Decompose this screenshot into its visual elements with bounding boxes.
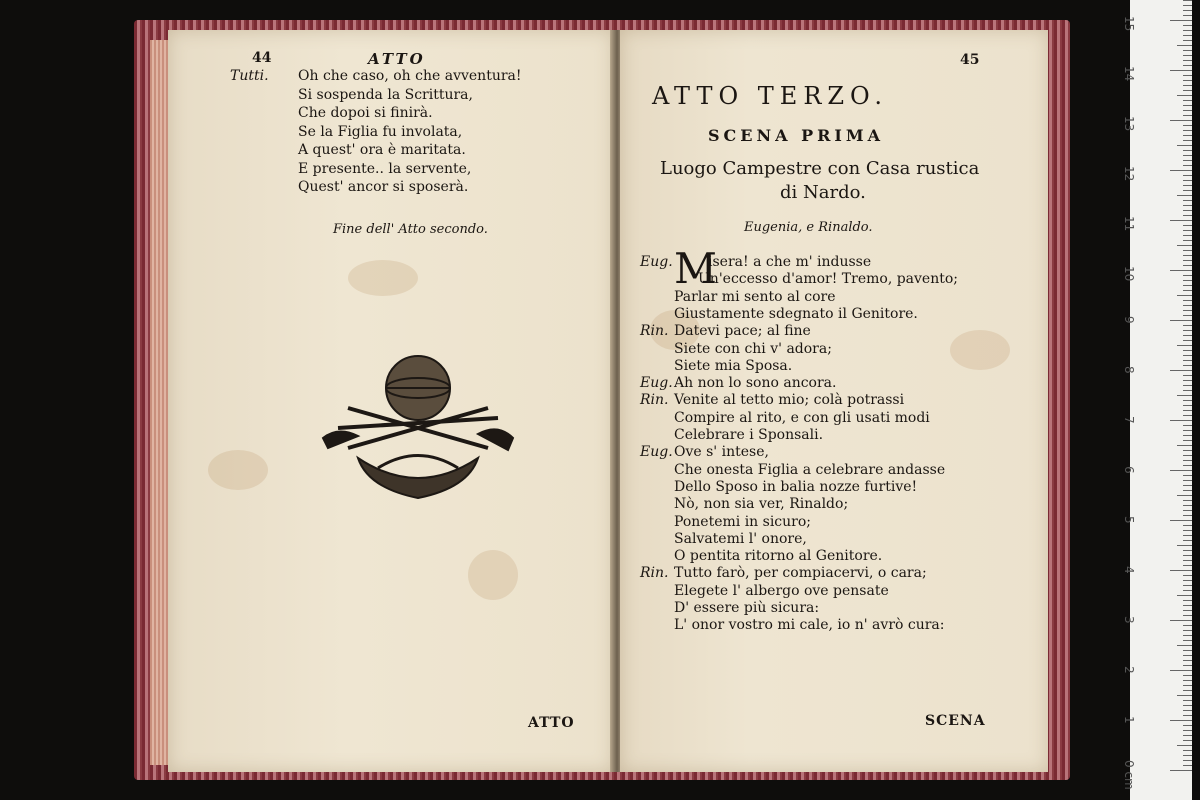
catchword: SCENA (925, 713, 986, 729)
ruler-tick (1183, 355, 1192, 356)
ruler-tick (1183, 325, 1192, 326)
ruler-tick (1183, 560, 1192, 561)
ruler-tick (1183, 730, 1192, 731)
dialogue-line: Elegete l' albergo ove pensate (674, 582, 889, 599)
ruler-tick (1183, 715, 1192, 716)
dialogue-line: Ah non lo sono ancora. (674, 375, 837, 392)
ruler-tick (1183, 735, 1192, 736)
ruler-tick (1183, 760, 1192, 761)
verse-line: Che dopoi si finirà. (298, 105, 433, 121)
ruler-tick (1183, 315, 1192, 316)
ruler-tick (1183, 410, 1192, 411)
ruler-tick (1183, 115, 1192, 116)
ruler-tick (1177, 545, 1192, 546)
ruler-tick (1183, 710, 1192, 711)
ruler-tick (1183, 460, 1192, 461)
ruler-tick (1183, 305, 1192, 306)
dialogue-line: L' onor vostro mi cale, io n' avrò cura: (674, 617, 945, 634)
ruler-label: 0 cm (1122, 760, 1136, 790)
ruler-tick (1183, 440, 1192, 441)
ruler-tick (1170, 220, 1192, 221)
dialogue-line: Ove s' intese, (674, 444, 769, 461)
ruler-tick (1183, 205, 1192, 206)
dialogue-line: Venite al tetto mio; colà potrassi (674, 392, 905, 409)
ruler-tick (1183, 335, 1192, 336)
dialogue-speaker: Rin. (640, 565, 669, 582)
ruler-tick (1183, 725, 1192, 726)
ruler-tick (1183, 435, 1192, 436)
ruler-tick (1183, 165, 1192, 166)
ruler-tick (1183, 660, 1192, 661)
ruler-tick (1183, 110, 1192, 111)
ruler-tick (1183, 185, 1192, 186)
ruler-number: 1 (1122, 716, 1136, 724)
ruler-tick (1183, 535, 1192, 536)
dialogue-line: Tutto farò, per compiacervi, o cara; (674, 565, 927, 582)
ruler-tick (1183, 100, 1192, 101)
ruler-tick (1183, 235, 1192, 236)
ruler-number: 9 (1122, 316, 1136, 324)
ruler-number: 11 (1122, 216, 1136, 232)
dialogue-speaker: Eug. (640, 375, 673, 392)
ruler-tick (1183, 650, 1192, 651)
place-line-1: Luogo Campestre con Casa rustica (660, 158, 980, 179)
ruler-number: 10 (1122, 266, 1136, 282)
ruler-tick (1183, 155, 1192, 156)
dialogue-speaker: Eug. (640, 444, 673, 461)
ruler-tick (1170, 720, 1192, 721)
ruler-number: 5 (1122, 516, 1136, 524)
ruler-tick (1183, 105, 1192, 106)
page-number: 44 (252, 50, 272, 66)
right-page (620, 30, 1048, 772)
dialogue-line: Dello Sposo in balia nozze furtive! (674, 478, 918, 495)
ruler-tick (1183, 480, 1192, 481)
act-title: ATTO TERZO. (652, 82, 888, 110)
ruler-tick (1183, 615, 1192, 616)
ruler-tick (1183, 135, 1192, 136)
ruler-tick (1183, 600, 1192, 601)
dialogue-speaker: Rin. (640, 392, 669, 409)
ruler-tick (1183, 90, 1192, 91)
ruler-tick (1183, 405, 1192, 406)
ruler-tick (1170, 470, 1192, 471)
ruler-number: 14 (1122, 66, 1136, 82)
ruler-tick (1183, 260, 1192, 261)
ruler-tick (1183, 350, 1192, 351)
dialogue-line: Parlar mi sento al core (674, 288, 836, 305)
ruler-number: 8 (1122, 366, 1136, 374)
speaker-label: Tutti. (230, 68, 269, 84)
dialogue-line: Salvatemi l' onore, (674, 530, 807, 547)
act-end-note: Fine dell' Atto secondo. (333, 222, 488, 237)
ruler-number: 6 (1122, 466, 1136, 474)
ruler-tick (1183, 150, 1192, 151)
ruler-number: 15 (1122, 16, 1136, 32)
scene-title: SCENA PRIMA (708, 126, 885, 145)
ruler-tick (1170, 670, 1192, 671)
dialogue-line: Giustamente sdegnato il Genitore. (674, 305, 918, 322)
catchword: ATTO (528, 715, 575, 731)
ruler-tick (1183, 605, 1192, 606)
ruler-number: 13 (1122, 116, 1136, 132)
drop-capital: M (674, 244, 718, 293)
verse-line: Quest' ancor si sposerà. (298, 179, 469, 195)
ruler-tick (1183, 565, 1192, 566)
ruler-number: 4 (1122, 566, 1136, 574)
ruler-tick (1183, 640, 1192, 641)
verse-line: Si sospenda la Scrittura, (298, 86, 473, 103)
ruler-tick (1183, 705, 1192, 706)
ruler-tick (1177, 295, 1192, 296)
ruler-tick (1183, 455, 1192, 456)
ruler-tick (1183, 390, 1192, 391)
ruler-tick (1183, 475, 1192, 476)
ruler-tick (1183, 190, 1192, 191)
ruler-tick (1183, 680, 1192, 681)
ruler-tick (1170, 570, 1192, 571)
paper-stain (950, 330, 1010, 370)
ruler-tick (1183, 685, 1192, 686)
ruler-tick (1183, 35, 1192, 36)
ruler-tick (1177, 495, 1192, 496)
place-line-2: di Nardo. (780, 182, 866, 203)
ruler-tick (1183, 450, 1192, 451)
ruler-number: 12 (1122, 166, 1136, 182)
ruler-tick (1183, 525, 1192, 526)
ruler-tick (1177, 395, 1192, 396)
verse-line: E presente.. la servente, (298, 160, 472, 177)
ruler-tick (1183, 690, 1192, 691)
dialogue-line: Che onesta Figlia a celebrare andasse (674, 461, 946, 478)
verse-line: Oh che caso, oh che avventura! (298, 68, 522, 84)
ruler-tick (1183, 130, 1192, 131)
ruler-tick (1183, 200, 1192, 201)
ruler-tick (1177, 645, 1192, 646)
dialogue-line: isera! a che m' indusse (708, 254, 872, 270)
ruler-tick (1183, 250, 1192, 251)
ruler-number: 2 (1122, 666, 1136, 674)
ruler-tick (1183, 340, 1192, 341)
ruler-tick (1170, 170, 1192, 171)
ruler-tick (1183, 255, 1192, 256)
ruler-tick (1183, 125, 1192, 126)
ruler-tick (1183, 265, 1192, 266)
ruler-tick (1183, 160, 1192, 161)
ruler-number: 7 (1122, 416, 1136, 424)
ruler-tick (1183, 505, 1192, 506)
dialogue-line: Compire al rito, e con gli usati modi (674, 409, 930, 426)
ruler-tick (1170, 370, 1192, 371)
dialogue-line: Celebrare i Sponsali. (674, 427, 824, 443)
ruler-tick (1170, 20, 1192, 21)
ruler-tick (1183, 80, 1192, 81)
ruler-tick (1177, 95, 1192, 96)
ruler-tick (1170, 520, 1192, 521)
ruler-tick (1183, 740, 1192, 741)
ruler-tick (1183, 25, 1192, 26)
ruler-tick (1170, 420, 1192, 421)
ruler-tick (1183, 30, 1192, 31)
ruler-tick (1183, 40, 1192, 41)
ruler-tick (1183, 60, 1192, 61)
ruler-tick (1183, 490, 1192, 491)
ruler-tick (1183, 425, 1192, 426)
ruler-tick (1183, 630, 1192, 631)
ruler-tick (1183, 700, 1192, 701)
dialogue-line: Un'eccesso d'amor! Tremo, pavento; (698, 271, 959, 288)
ruler-tick (1183, 415, 1192, 416)
ruler-tick (1183, 310, 1192, 311)
ruler-tick (1183, 400, 1192, 401)
ruler-tick (1183, 750, 1192, 751)
ruler-tick (1177, 695, 1192, 696)
ruler-tick (1183, 530, 1192, 531)
dialogue-speaker: Eug. (640, 254, 673, 270)
ruler-tick (1177, 45, 1192, 46)
ruler-tick (1183, 555, 1192, 556)
ruler-tick (1177, 195, 1192, 196)
ruler-tick (1183, 215, 1192, 216)
ruler-tick (1183, 675, 1192, 676)
ruler-tick (1170, 270, 1192, 271)
ruler-tick (1183, 290, 1192, 291)
ruler-tick (1177, 245, 1192, 246)
ruler-tick (1177, 745, 1192, 746)
ruler-tick (1170, 320, 1192, 321)
ruler-tick (1183, 515, 1192, 516)
paper-stain (348, 260, 418, 296)
ruler-tick (1177, 345, 1192, 346)
dialogue-line: Nò, non sia ver, Rinaldo; (674, 496, 849, 513)
dialogue-line: Siete mia Sposa. (674, 357, 793, 374)
ruler-tick (1183, 585, 1192, 586)
ruler-tick (1170, 120, 1192, 121)
ruler-tick (1183, 430, 1192, 431)
ruler-tick (1183, 580, 1192, 581)
ruler-tick (1183, 140, 1192, 141)
ruler-tick (1177, 145, 1192, 146)
ruler-tick (1183, 65, 1192, 66)
dialogue-line: Datevi pace; al fine (674, 323, 811, 340)
verse-line: Se la Figlia fu involata, (298, 123, 463, 140)
ruler-tick (1183, 550, 1192, 551)
dialogue-line: O pentita ritorno al Genitore. (674, 548, 883, 565)
ruler-tick (1183, 85, 1192, 86)
ruler-tick (1183, 665, 1192, 666)
ruler-tick (1183, 575, 1192, 576)
dialogue-line: Ponetemi in sicuro; (674, 513, 811, 530)
page-number: 45 (960, 52, 980, 68)
ruler-tick (1183, 280, 1192, 281)
ruler-tick (1183, 500, 1192, 501)
ruler-tick (1183, 240, 1192, 241)
ruler-tick (1183, 175, 1192, 176)
dialogue-line: D' essere più sicura: (674, 600, 820, 616)
ruler-tick (1183, 655, 1192, 656)
ruler-tick (1177, 445, 1192, 446)
dialogue-speaker: Rin. (640, 323, 669, 340)
ruler-tick (1183, 365, 1192, 366)
ruler-tick (1170, 620, 1192, 621)
running-head: ATTO (368, 50, 426, 68)
ruler-tick (1183, 15, 1192, 16)
ruler-tick (1183, 465, 1192, 466)
ruler-tick (1183, 55, 1192, 56)
paper-stain (468, 550, 518, 600)
ruler-tick (1183, 230, 1192, 231)
left-page (168, 30, 613, 772)
ruler-tick (1183, 385, 1192, 386)
ruler-tick (1183, 50, 1192, 51)
ruler-tick (1183, 0, 1192, 1)
ruler-tick (1183, 755, 1192, 756)
ruler-tick (1183, 275, 1192, 276)
verse-line: A quest' ora è maritata. (298, 142, 466, 158)
ruler-tick (1183, 540, 1192, 541)
woodcut-ornament-image (318, 348, 518, 508)
ruler-tick (1183, 360, 1192, 361)
ruler-tick (1183, 210, 1192, 211)
ruler-number: 3 (1122, 616, 1136, 624)
ruler-tick (1183, 285, 1192, 286)
ruler-tick (1183, 375, 1192, 376)
ruler-tick (1183, 765, 1192, 766)
ruler-tick (1183, 75, 1192, 76)
ruler-tick (1183, 300, 1192, 301)
paper-stain (208, 450, 268, 490)
ruler-tick (1183, 635, 1192, 636)
ruler-tick (1177, 595, 1192, 596)
ruler-tick (1183, 225, 1192, 226)
ruler-tick (1183, 5, 1192, 6)
ruler-tick (1183, 590, 1192, 591)
ruler-tick (1183, 180, 1192, 181)
ruler-tick (1183, 485, 1192, 486)
ruler-tick (1183, 510, 1192, 511)
measuring-ruler (1122, 0, 1192, 800)
ruler-tick (1170, 70, 1192, 71)
ruler-tick (1170, 770, 1192, 771)
dialogue-line: Siete con chi v' adora; (674, 340, 832, 357)
ruler-tick (1183, 10, 1192, 11)
ruler-tick (1183, 380, 1192, 381)
ruler-tick (1183, 610, 1192, 611)
ruler-tick (1183, 330, 1192, 331)
characters-list: Eugenia, e Rinaldo. (744, 220, 873, 235)
ruler-tick (1183, 625, 1192, 626)
